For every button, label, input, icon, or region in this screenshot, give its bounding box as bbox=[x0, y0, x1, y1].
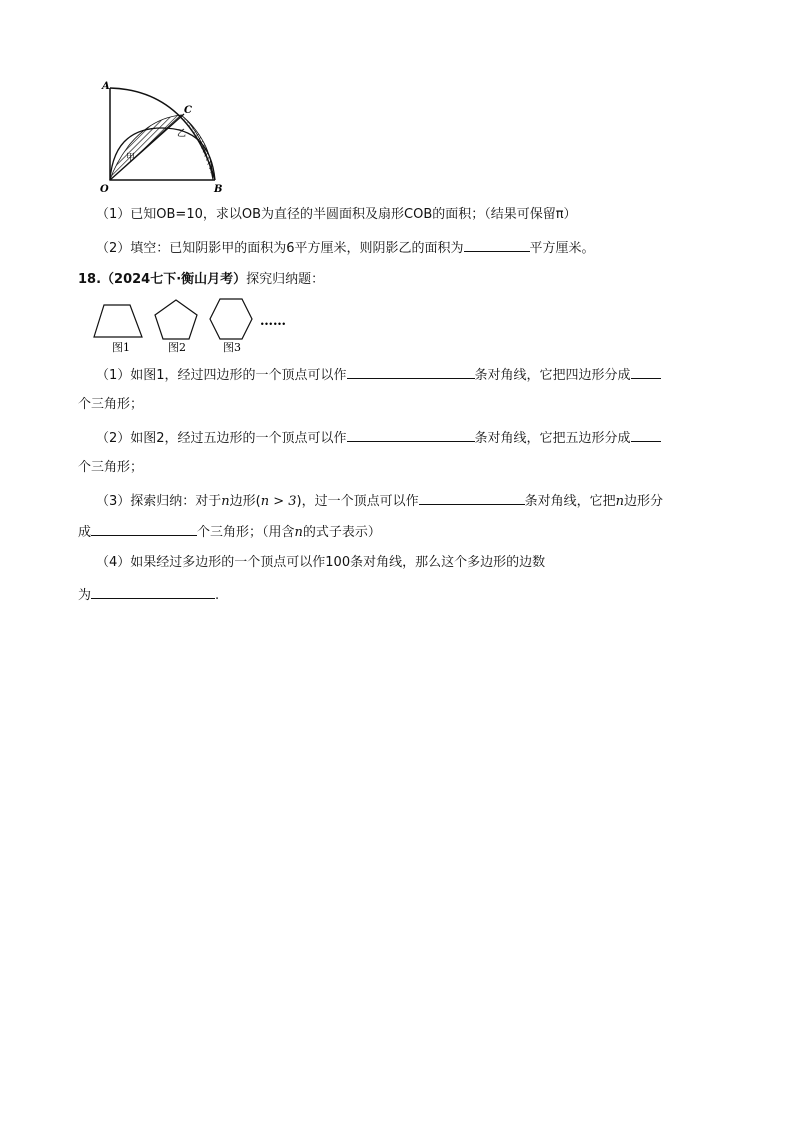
label-b: B bbox=[214, 184, 223, 195]
label-a: A bbox=[102, 81, 110, 92]
label-o: O bbox=[100, 184, 109, 195]
answer-blank[interactable] bbox=[347, 365, 475, 379]
label-jia: 甲 bbox=[126, 153, 136, 163]
pentagon-shape bbox=[155, 300, 197, 339]
q18-part2-cont: 个三角形； bbox=[78, 460, 144, 475]
q18-part3-cont: 成 个三角形；（用含n的式子表示） bbox=[78, 522, 381, 542]
q18-part4: （4）如果经过多边形的一个顶点可以作100条对角线，那么这个多边形的边数 bbox=[96, 555, 546, 570]
q18-part3: （3）探索归纳：对于n边形(n > 3)，过一个顶点可以作 条对角线，它把n边形分 bbox=[96, 491, 663, 511]
answer-blank[interactable] bbox=[631, 428, 661, 442]
answer-blank[interactable] bbox=[91, 585, 215, 599]
caption-fig2: 图2 bbox=[168, 341, 186, 354]
label-c: C bbox=[184, 105, 192, 116]
quadrilateral-shape bbox=[94, 305, 142, 337]
answer-blank[interactable] bbox=[464, 238, 530, 252]
segment-oc bbox=[110, 114, 187, 180]
answer-blank[interactable] bbox=[631, 365, 661, 379]
caption-fig3: 图3 bbox=[223, 341, 241, 354]
polygon-figures bbox=[92, 295, 312, 357]
q18-part1: （1）如图1，经过四边形的一个顶点可以作 条对角线，它把四边形分成 bbox=[96, 365, 661, 385]
answer-blank[interactable] bbox=[419, 491, 525, 505]
q17-part1: （1）已知OB=10，求以OB为直径的半圆面积及扇形COB的面积；（结果可保留π） bbox=[96, 207, 577, 222]
geometry-figure-sector bbox=[92, 76, 237, 198]
q18-part2: （2）如图2，经过五边形的一个顶点可以作 条对角线，它把五边形分成 bbox=[96, 428, 661, 448]
caption-fig1: 图1 bbox=[112, 341, 130, 354]
q18-part1-cont: 个三角形； bbox=[78, 397, 144, 412]
q17-part2: （2）填空：已知阴影甲的面积为6平方厘米，则阴影乙的面积为 平方厘米。 bbox=[96, 238, 595, 258]
q18-header: 18.（2024七下·衡山月考）探究归纳题： bbox=[78, 272, 325, 287]
answer-blank[interactable] bbox=[91, 522, 197, 536]
answer-blank[interactable] bbox=[347, 428, 475, 442]
hexagon-shape bbox=[210, 299, 252, 339]
ellipsis: …… bbox=[260, 314, 286, 329]
shaded-region-yi bbox=[181, 115, 213, 180]
label-yi: 乙 bbox=[177, 129, 187, 139]
q18-part4-cont: 为 . bbox=[78, 585, 219, 605]
